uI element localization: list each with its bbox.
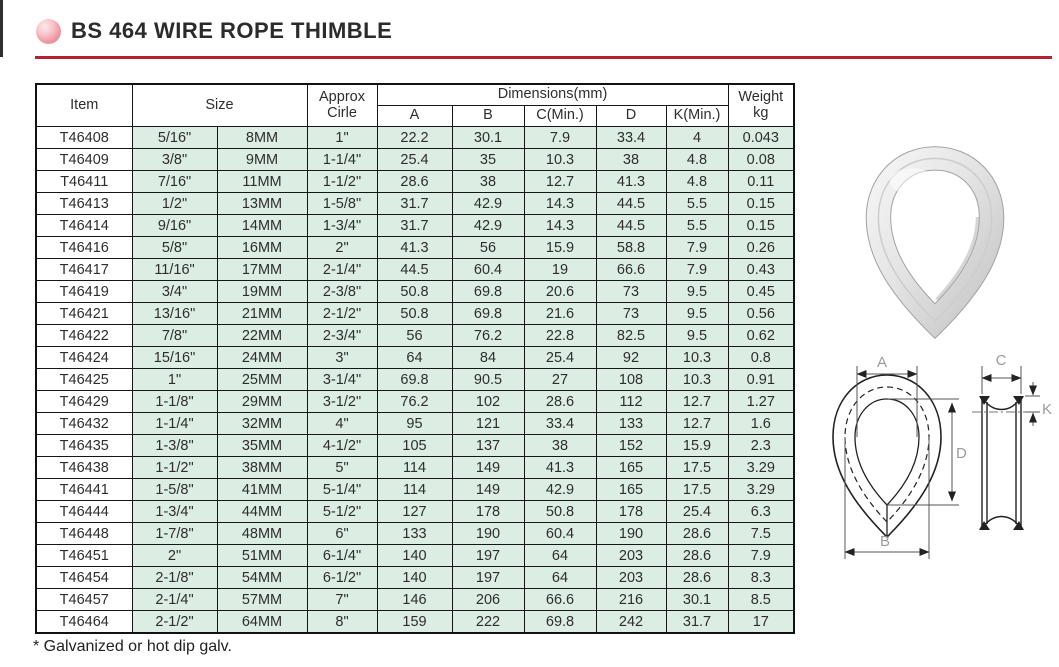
table-cell: 25.4 bbox=[377, 149, 452, 171]
approx-line1: Approx bbox=[319, 89, 365, 106]
col-header-item: Item bbox=[36, 84, 132, 127]
table-cell: 8.5 bbox=[728, 589, 794, 611]
table-cell: 4" bbox=[307, 413, 377, 435]
table-cell: 19 bbox=[524, 259, 596, 281]
table-cell: 0.15 bbox=[728, 193, 794, 215]
table-cell: 2" bbox=[132, 545, 217, 567]
table-cell: 25.4 bbox=[524, 347, 596, 369]
table-cell: 6-1/2" bbox=[307, 567, 377, 589]
table-cell: 35 bbox=[452, 149, 524, 171]
table-cell: 31.7 bbox=[666, 611, 728, 634]
table-cell: 50.8 bbox=[524, 501, 596, 523]
table-cell: 2-1/8" bbox=[132, 567, 217, 589]
table-cell: 58.8 bbox=[596, 237, 666, 259]
table-cell: 28.6 bbox=[666, 545, 728, 567]
table-cell: 3/8" bbox=[132, 149, 217, 171]
item-cell: T46429 bbox=[36, 391, 132, 413]
table-cell: 9.5 bbox=[666, 281, 728, 303]
table-row bbox=[36, 303, 794, 325]
table-cell: 2-1/2" bbox=[132, 611, 217, 634]
table-cell: 146 bbox=[377, 589, 452, 611]
table-row bbox=[36, 237, 794, 259]
table-cell: 149 bbox=[452, 479, 524, 501]
table-row bbox=[36, 215, 794, 237]
table-cell: 1.6 bbox=[728, 413, 794, 435]
table-cell: 13MM bbox=[217, 193, 307, 215]
table-cell: 102 bbox=[452, 391, 524, 413]
table-cell: 112 bbox=[596, 391, 666, 413]
section-top-left-lip bbox=[979, 396, 990, 405]
table-row bbox=[36, 193, 794, 215]
thimble-highlight bbox=[890, 168, 935, 195]
dim-label-d: D bbox=[956, 445, 967, 462]
table-cell: 66.6 bbox=[596, 259, 666, 281]
table-row bbox=[36, 347, 794, 369]
item-cell: T46419 bbox=[36, 281, 132, 303]
table-cell: 2-1/2" bbox=[307, 303, 377, 325]
table-cell: 206 bbox=[452, 589, 524, 611]
table-cell: 44.5 bbox=[596, 215, 666, 237]
item-cell: T46432 bbox=[36, 413, 132, 435]
table-cell: 152 bbox=[596, 435, 666, 457]
spec-table-body bbox=[36, 127, 794, 634]
table-cell: 178 bbox=[596, 501, 666, 523]
table-cell: 1.27 bbox=[728, 391, 794, 413]
table-row bbox=[36, 325, 794, 347]
table-cell: 31.7 bbox=[377, 215, 452, 237]
table-cell: 38 bbox=[524, 435, 596, 457]
table-cell: 9.5 bbox=[666, 325, 728, 347]
table-cell: 73 bbox=[596, 281, 666, 303]
table-cell: 7.9 bbox=[666, 237, 728, 259]
table-cell: 14.3 bbox=[524, 215, 596, 237]
table-cell: 27 bbox=[524, 369, 596, 391]
table-cell: 73 bbox=[596, 303, 666, 325]
table-cell: 3-1/4" bbox=[307, 369, 377, 391]
table-cell: 9/16" bbox=[132, 215, 217, 237]
table-cell: 21MM bbox=[217, 303, 307, 325]
table-cell: 178 bbox=[452, 501, 524, 523]
table-cell: 10.3 bbox=[666, 369, 728, 391]
table-row bbox=[36, 149, 794, 171]
table-cell: 22.2 bbox=[377, 127, 452, 149]
front-inner-teardrop bbox=[855, 399, 919, 505]
table-cell: 242 bbox=[596, 611, 666, 634]
thimble-product-photo bbox=[856, 138, 1014, 343]
table-cell: 7" bbox=[307, 589, 377, 611]
table-cell: 1-1/8" bbox=[132, 391, 217, 413]
table-cell: 44.5 bbox=[596, 193, 666, 215]
table-cell: 33.4 bbox=[596, 127, 666, 149]
table-cell: 222 bbox=[452, 611, 524, 634]
table-cell: 41.3 bbox=[524, 457, 596, 479]
table-cell: 15.9 bbox=[666, 435, 728, 457]
item-cell: T46424 bbox=[36, 347, 132, 369]
table-cell: 64 bbox=[524, 545, 596, 567]
title-underline bbox=[35, 56, 1052, 59]
table-cell: 42.9 bbox=[524, 479, 596, 501]
table-cell: 33.4 bbox=[524, 413, 596, 435]
table-cell: 15/16" bbox=[132, 347, 217, 369]
item-cell: T46464 bbox=[36, 611, 132, 634]
table-cell: 12.7 bbox=[666, 413, 728, 435]
table-cell: 4 bbox=[666, 127, 728, 149]
table-cell: 11/16" bbox=[132, 259, 217, 281]
table-cell: 95 bbox=[377, 413, 452, 435]
table-cell: 0.15 bbox=[728, 215, 794, 237]
table-cell: 1-7/8" bbox=[132, 523, 217, 545]
table-cell: 42.9 bbox=[452, 193, 524, 215]
table-cell: 82.5 bbox=[596, 325, 666, 347]
table-row bbox=[36, 435, 794, 457]
table-cell: 1-5/8" bbox=[307, 193, 377, 215]
table-cell: 9MM bbox=[217, 149, 307, 171]
table-cell: 1-3/4" bbox=[132, 501, 217, 523]
table-row bbox=[36, 501, 794, 523]
table-cell: 44MM bbox=[217, 501, 307, 523]
item-cell: T46457 bbox=[36, 589, 132, 611]
table-cell: 30.1 bbox=[452, 127, 524, 149]
table-cell: 69.8 bbox=[524, 611, 596, 634]
table-cell: 29MM bbox=[217, 391, 307, 413]
item-cell: T46421 bbox=[36, 303, 132, 325]
table-cell: 38MM bbox=[217, 457, 307, 479]
table-row bbox=[36, 391, 794, 413]
table-cell: 3.29 bbox=[728, 457, 794, 479]
table-cell: 5" bbox=[307, 457, 377, 479]
spec-table bbox=[35, 83, 795, 634]
table-cell: 32MM bbox=[217, 413, 307, 435]
table-cell: 22MM bbox=[217, 325, 307, 347]
weight-line2: kg bbox=[753, 104, 769, 121]
table-cell: 1-5/8" bbox=[132, 479, 217, 501]
table-row bbox=[36, 259, 794, 281]
table-cell: 5.5 bbox=[666, 215, 728, 237]
table-cell: 165 bbox=[596, 479, 666, 501]
table-cell: 203 bbox=[596, 567, 666, 589]
table-cell: 197 bbox=[452, 567, 524, 589]
table-cell: 7.5 bbox=[728, 523, 794, 545]
table-cell: 2.3 bbox=[728, 435, 794, 457]
table-cell: 159 bbox=[377, 611, 452, 634]
table-cell: 0.91 bbox=[728, 369, 794, 391]
table-cell: 0.043 bbox=[728, 127, 794, 149]
item-cell: T46454 bbox=[36, 567, 132, 589]
table-row bbox=[36, 369, 794, 391]
table-cell: 6-1/4" bbox=[307, 545, 377, 567]
table-cell: 9.5 bbox=[666, 303, 728, 325]
table-cell: 60.4 bbox=[524, 523, 596, 545]
table-cell: 0.11 bbox=[728, 171, 794, 193]
table-cell: 0.26 bbox=[728, 237, 794, 259]
table-cell: 2-3/8" bbox=[307, 281, 377, 303]
table-cell: 121 bbox=[452, 413, 524, 435]
item-cell: T46417 bbox=[36, 259, 132, 281]
table-cell: 19MM bbox=[217, 281, 307, 303]
table-cell: 17.5 bbox=[666, 457, 728, 479]
table-cell: 0.56 bbox=[728, 303, 794, 325]
table-cell: 1-1/4" bbox=[307, 149, 377, 171]
table-cell: 1-1/2" bbox=[307, 171, 377, 193]
table-cell: 6" bbox=[307, 523, 377, 545]
table-cell: 137 bbox=[452, 435, 524, 457]
table-cell: 3" bbox=[307, 347, 377, 369]
table-cell: 3/4" bbox=[132, 281, 217, 303]
item-cell: T46408 bbox=[36, 127, 132, 149]
table-cell: 21.6 bbox=[524, 303, 596, 325]
table-cell: 127 bbox=[377, 501, 452, 523]
table-cell: 64 bbox=[377, 347, 452, 369]
item-cell: T46451 bbox=[36, 545, 132, 567]
item-cell: T46435 bbox=[36, 435, 132, 457]
col-header-d: D bbox=[596, 106, 666, 127]
col-header-size: Size bbox=[132, 84, 307, 127]
table-cell: 41.3 bbox=[377, 237, 452, 259]
table-row bbox=[36, 611, 794, 634]
page-header bbox=[36, 18, 392, 44]
table-cell: 0.8 bbox=[728, 347, 794, 369]
table-cell: 15.9 bbox=[524, 237, 596, 259]
table-cell: 165 bbox=[596, 457, 666, 479]
table-cell: 60.4 bbox=[452, 259, 524, 281]
table-cell: 17.5 bbox=[666, 479, 728, 501]
table-row bbox=[36, 171, 794, 193]
table-cell: 28.6 bbox=[377, 171, 452, 193]
table-cell: 14MM bbox=[217, 215, 307, 237]
approx-line2: Cirle bbox=[327, 104, 357, 121]
footnote: * Galvanized or hot dip galv. bbox=[33, 638, 232, 655]
table-cell: 20.6 bbox=[524, 281, 596, 303]
table-cell: 28.6 bbox=[666, 523, 728, 545]
table-cell: 50.8 bbox=[377, 281, 452, 303]
table-cell: 133 bbox=[377, 523, 452, 545]
table-cell: 5-1/4" bbox=[307, 479, 377, 501]
table-cell: 2-1/4" bbox=[132, 589, 217, 611]
table-cell: 7/8" bbox=[132, 325, 217, 347]
table-row bbox=[36, 523, 794, 545]
col-header-b: B bbox=[452, 106, 524, 127]
table-cell: 57MM bbox=[217, 589, 307, 611]
table-cell: 8.3 bbox=[728, 567, 794, 589]
table-cell: 24MM bbox=[217, 347, 307, 369]
table-row bbox=[36, 545, 794, 567]
table-cell: 30.1 bbox=[666, 589, 728, 611]
table-cell: 66.6 bbox=[524, 589, 596, 611]
table-cell: 31.7 bbox=[377, 193, 452, 215]
table-cell: 216 bbox=[596, 589, 666, 611]
table-cell: 38 bbox=[452, 171, 524, 193]
page-title: BS 464 WIRE ROPE THIMBLE bbox=[71, 18, 393, 43]
table-cell: 0.62 bbox=[728, 325, 794, 347]
item-cell: T46422 bbox=[36, 325, 132, 347]
table-cell: 11MM bbox=[217, 171, 307, 193]
table-cell: 140 bbox=[377, 567, 452, 589]
table-cell: 1" bbox=[132, 369, 217, 391]
section-top-right-lip bbox=[1013, 396, 1024, 405]
table-cell: 0.43 bbox=[728, 259, 794, 281]
section-bottom-right-lip bbox=[1013, 521, 1024, 530]
table-cell: 54MM bbox=[217, 567, 307, 589]
scan-artifact-line bbox=[0, 0, 3, 57]
table-cell: 17 bbox=[728, 611, 794, 634]
table-cell: 5/16" bbox=[132, 127, 217, 149]
table-row bbox=[36, 127, 794, 149]
table-cell: 1" bbox=[307, 127, 377, 149]
table-cell: 8" bbox=[307, 611, 377, 634]
item-cell: T46448 bbox=[36, 523, 132, 545]
table-cell: 84 bbox=[452, 347, 524, 369]
table-cell: 7.9 bbox=[524, 127, 596, 149]
table-cell: 13/16" bbox=[132, 303, 217, 325]
table-cell: 197 bbox=[452, 545, 524, 567]
table-cell: 51MM bbox=[217, 545, 307, 567]
table-cell: 28.6 bbox=[524, 391, 596, 413]
col-header-dimensions: Dimensions(mm) bbox=[377, 84, 728, 106]
table-cell: 4.8 bbox=[666, 171, 728, 193]
col-header-k-min: K(Min.) bbox=[666, 106, 728, 127]
table-cell: 0.08 bbox=[728, 149, 794, 171]
table-cell: 1-3/8" bbox=[132, 435, 217, 457]
col-header-approx-circle bbox=[307, 84, 377, 127]
table-cell: 38 bbox=[596, 149, 666, 171]
table-cell: 25MM bbox=[217, 369, 307, 391]
table-cell: 1-3/4" bbox=[307, 215, 377, 237]
table-cell: 69.8 bbox=[452, 303, 524, 325]
spec-table-head bbox=[36, 84, 794, 127]
item-cell: T46411 bbox=[36, 171, 132, 193]
table-cell: 5-1/2" bbox=[307, 501, 377, 523]
table-cell: 41.3 bbox=[596, 171, 666, 193]
table-row bbox=[36, 567, 794, 589]
table-cell: 16MM bbox=[217, 237, 307, 259]
table-cell: 14.3 bbox=[524, 193, 596, 215]
table-cell: 190 bbox=[596, 523, 666, 545]
dim-label-b: B bbox=[879, 533, 891, 550]
table-cell: 44.5 bbox=[377, 259, 452, 281]
pink-sphere-bullet-icon bbox=[36, 19, 61, 44]
table-cell: 6.3 bbox=[728, 501, 794, 523]
item-cell: T46414 bbox=[36, 215, 132, 237]
table-cell: 140 bbox=[377, 545, 452, 567]
table-cell: 69.8 bbox=[452, 281, 524, 303]
table-cell: 35MM bbox=[217, 435, 307, 457]
table-cell: 41MM bbox=[217, 479, 307, 501]
table-cell: 50.8 bbox=[377, 303, 452, 325]
table-row bbox=[36, 589, 794, 611]
table-cell: 2-3/4" bbox=[307, 325, 377, 347]
table-cell: 7.9 bbox=[728, 545, 794, 567]
section-bottom-left-lip bbox=[979, 521, 990, 530]
table-cell: 4.8 bbox=[666, 149, 728, 171]
table-cell: 1-1/4" bbox=[132, 413, 217, 435]
table-cell: 133 bbox=[596, 413, 666, 435]
item-cell: T46438 bbox=[36, 457, 132, 479]
table-cell: 12.7 bbox=[524, 171, 596, 193]
table-cell: 56 bbox=[377, 325, 452, 347]
table-cell: 22.8 bbox=[524, 325, 596, 347]
table-cell: 5.5 bbox=[666, 193, 728, 215]
table-cell: 2-1/4" bbox=[307, 259, 377, 281]
table-cell: 92 bbox=[596, 347, 666, 369]
table-cell: 114 bbox=[377, 457, 452, 479]
table-cell: 25.4 bbox=[666, 501, 728, 523]
table-cell: 5/8" bbox=[132, 237, 217, 259]
table-cell: 64MM bbox=[217, 611, 307, 634]
col-header-a: A bbox=[377, 106, 452, 127]
table-cell: 105 bbox=[377, 435, 452, 457]
weight-line1: Weight bbox=[738, 89, 784, 106]
dim-label-c: C bbox=[995, 352, 1007, 369]
table-cell: 7.9 bbox=[666, 259, 728, 281]
item-cell: T46416 bbox=[36, 237, 132, 259]
table-cell: 4-1/2" bbox=[307, 435, 377, 457]
col-header-weight bbox=[728, 84, 794, 127]
table-cell: 149 bbox=[452, 457, 524, 479]
dim-label-k: K bbox=[1042, 401, 1053, 418]
table-cell: 90.5 bbox=[452, 369, 524, 391]
dim-label-a: A bbox=[876, 354, 888, 371]
table-cell: 56 bbox=[452, 237, 524, 259]
item-cell: T46441 bbox=[36, 479, 132, 501]
table-cell: 1/2" bbox=[132, 193, 217, 215]
table-row bbox=[36, 281, 794, 303]
table-cell: 3.29 bbox=[728, 479, 794, 501]
item-cell: T46413 bbox=[36, 193, 132, 215]
table-cell: 10.3 bbox=[524, 149, 596, 171]
table-cell: 203 bbox=[596, 545, 666, 567]
table-cell: 190 bbox=[452, 523, 524, 545]
item-cell: T46425 bbox=[36, 369, 132, 391]
table-cell: 42.9 bbox=[452, 215, 524, 237]
table-row bbox=[36, 457, 794, 479]
table-cell: 17MM bbox=[217, 259, 307, 281]
table-cell: 108 bbox=[596, 369, 666, 391]
thimble-body bbox=[866, 147, 1004, 339]
table-cell: 1-1/2" bbox=[132, 457, 217, 479]
table-row bbox=[36, 413, 794, 435]
table-cell: 64 bbox=[524, 567, 596, 589]
table-cell: 0.45 bbox=[728, 281, 794, 303]
table-cell: 28.6 bbox=[666, 567, 728, 589]
table-row bbox=[36, 479, 794, 501]
col-header-c-min: C(Min.) bbox=[524, 106, 596, 127]
table-cell: 8MM bbox=[217, 127, 307, 149]
item-cell: T46409 bbox=[36, 149, 132, 171]
table-cell: 12.7 bbox=[666, 391, 728, 413]
table-cell: 76.2 bbox=[377, 391, 452, 413]
table-cell: 69.8 bbox=[377, 369, 452, 391]
table-cell: 2" bbox=[307, 237, 377, 259]
table-cell: 7/16" bbox=[132, 171, 217, 193]
table-cell: 114 bbox=[377, 479, 452, 501]
table-cell: 76.2 bbox=[452, 325, 524, 347]
thimble-dimension-diagram bbox=[822, 352, 1059, 597]
table-cell: 3-1/2" bbox=[307, 391, 377, 413]
table-cell: 10.3 bbox=[666, 347, 728, 369]
item-cell: T46444 bbox=[36, 501, 132, 523]
table-cell: 48MM bbox=[217, 523, 307, 545]
